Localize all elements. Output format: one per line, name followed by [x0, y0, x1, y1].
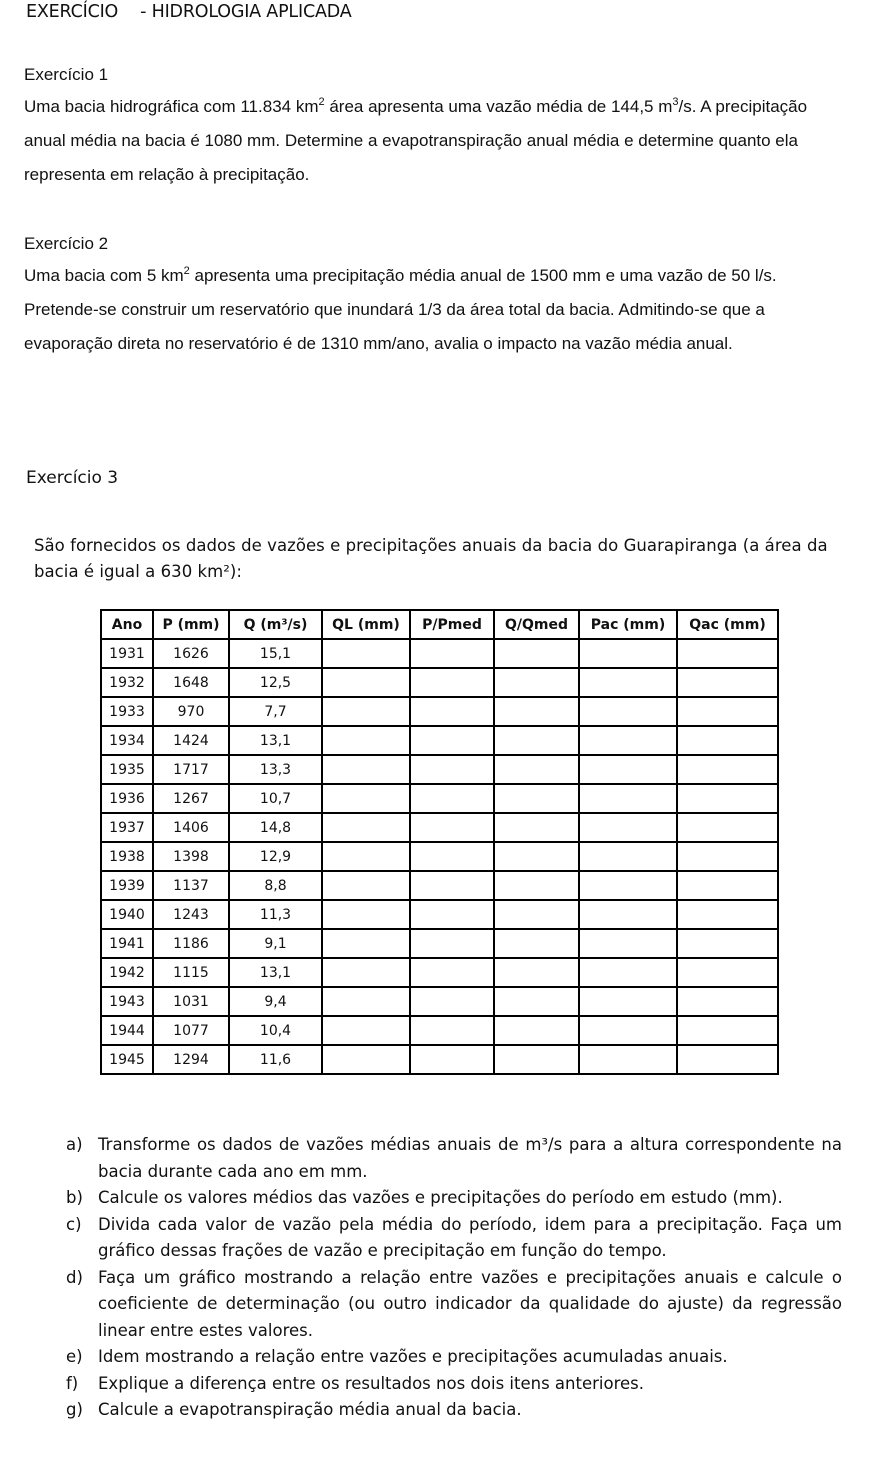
table-cell: 11,3 [229, 900, 322, 929]
task-text: Transforme os dados de vazões médias anuais de m³/s para a altura correspondente na bacia durante cada ano em mm. [98, 1135, 842, 1181]
exercise-2-text-part: apresenta uma precipitação média anual de 1500 mm e uma vazão de 50 l/s. Pretende-se construir um reservatório que inundará 1/3 da área total da bacia. Admitindo-se que a evaporação direta no reservatório é de 1310 mm/ano, avalia o impacto na vazão média anual. [24, 266, 777, 353]
empty-cell [494, 842, 579, 871]
table-body [101, 639, 778, 1074]
empty-cell [579, 668, 677, 697]
empty-cell [494, 668, 579, 697]
table-cell: 10,4 [229, 1016, 322, 1045]
empty-cell [579, 1045, 677, 1074]
empty-cell [322, 842, 410, 871]
empty-cell [322, 900, 410, 929]
empty-cell [494, 784, 579, 813]
table-row [101, 813, 778, 842]
table-row [101, 726, 778, 755]
empty-cell [677, 987, 778, 1016]
table-row [101, 784, 778, 813]
task-label: g) [66, 1400, 83, 1419]
table-cell: 1626 [153, 639, 229, 668]
empty-cell [322, 755, 410, 784]
empty-cell [322, 958, 410, 987]
table-cell: 1424 [153, 726, 229, 755]
empty-cell [579, 813, 677, 842]
empty-cell [677, 813, 778, 842]
table-cell: 1648 [153, 668, 229, 697]
column-header: Qac (mm) [677, 610, 778, 639]
empty-cell [494, 813, 579, 842]
table-row [101, 697, 778, 726]
header-right: - HIDROLOGIA APLICADA [140, 2, 352, 22]
superscript: 2 [183, 265, 190, 277]
column-header: P (mm) [153, 610, 229, 639]
table-row [101, 900, 778, 929]
table-cell: 15,1 [229, 639, 322, 668]
table-cell: 1939 [101, 871, 153, 900]
empty-cell [579, 929, 677, 958]
table-cell: 1932 [101, 668, 153, 697]
empty-cell [677, 1045, 778, 1074]
data-table [100, 609, 779, 1075]
exercise-1-text-part: área apresenta uma vazão média de 144,5 m [324, 97, 673, 116]
empty-cell [410, 842, 494, 871]
empty-cell [494, 726, 579, 755]
exercise-1-text-part: Uma bacia hidrográfica com 11.834 km [24, 97, 319, 116]
empty-cell [677, 871, 778, 900]
table-cell: 970 [153, 697, 229, 726]
table-cell: 1945 [101, 1045, 153, 1074]
task-list [66, 1132, 842, 1424]
exercise-2-text-part: Uma bacia com 5 km [24, 266, 184, 285]
table-cell: 1077 [153, 1016, 229, 1045]
column-header: P/Pmed [410, 610, 494, 639]
table-cell: 1941 [101, 929, 153, 958]
table-cell: 1942 [101, 958, 153, 987]
empty-cell [322, 726, 410, 755]
empty-cell [494, 1016, 579, 1045]
task-item [66, 1397, 842, 1424]
empty-cell [410, 929, 494, 958]
table-cell: 1943 [101, 987, 153, 1016]
empty-cell [579, 871, 677, 900]
table-cell: 9,1 [229, 929, 322, 958]
empty-cell [322, 697, 410, 726]
empty-cell [677, 842, 778, 871]
table-cell: 1137 [153, 871, 229, 900]
table-cell: 10,7 [229, 784, 322, 813]
empty-cell [677, 958, 778, 987]
table-row [101, 929, 778, 958]
table-row [101, 639, 778, 668]
header-left: EXERCÍCIO [26, 2, 119, 22]
table-cell: 1243 [153, 900, 229, 929]
task-item [66, 1265, 842, 1345]
table-cell: 7,7 [229, 697, 322, 726]
empty-cell [410, 784, 494, 813]
task-item [66, 1185, 842, 1212]
task-item [66, 1212, 842, 1265]
empty-cell [410, 1045, 494, 1074]
exercise-3-intro: São fornecidos os dados de vazões e precipitações anuais da bacia do Guarapiranga (a área da bacia é igual a 630 km²): [34, 536, 828, 581]
column-header: Pac (mm) [579, 610, 677, 639]
empty-cell [410, 755, 494, 784]
task-text: Faça um gráfico mostrando a relação entre vazões e precipitações anuais e calcule o coeficiente de determinação (ou outro indicador da qualidade do ajuste) da regressão linear entre estes valores. [98, 1267, 842, 1340]
empty-cell [410, 697, 494, 726]
empty-cell [494, 639, 579, 668]
table-cell: 1115 [153, 958, 229, 987]
empty-cell [677, 784, 778, 813]
table-cell: 11,6 [229, 1045, 322, 1074]
table-row [101, 755, 778, 784]
empty-cell [410, 668, 494, 697]
empty-cell [579, 1016, 677, 1045]
table-cell: 1938 [101, 842, 153, 871]
column-header: Q (m³/s) [229, 610, 322, 639]
empty-cell [410, 958, 494, 987]
column-header: Q/Qmed [494, 610, 579, 639]
table-cell: 14,8 [229, 813, 322, 842]
document-header [26, 2, 351, 22]
empty-cell [494, 697, 579, 726]
exercise-1-text [24, 90, 852, 192]
task-item [66, 1371, 842, 1398]
empty-cell [322, 639, 410, 668]
empty-cell [322, 1016, 410, 1045]
empty-cell [410, 726, 494, 755]
empty-cell [494, 755, 579, 784]
task-text: Calcule os valores médios das vazões e precipitações do período em estudo (mm). [98, 1188, 783, 1207]
task-label: a) [66, 1135, 83, 1154]
empty-cell [677, 755, 778, 784]
empty-cell [579, 900, 677, 929]
empty-cell [494, 1045, 579, 1074]
table-cell: 1940 [101, 900, 153, 929]
exercise-2-title: Exercício 2 [24, 234, 109, 253]
empty-cell [494, 958, 579, 987]
task-item [66, 1344, 842, 1371]
table-row [101, 987, 778, 1016]
superscript: 2 [318, 96, 325, 108]
table-row [101, 871, 778, 900]
task-label: f) [66, 1373, 79, 1393]
table-row [101, 1045, 778, 1074]
table-cell: 1294 [153, 1045, 229, 1074]
empty-cell [322, 987, 410, 1016]
empty-cell [410, 639, 494, 668]
empty-cell [494, 929, 579, 958]
table-cell: 9,4 [229, 987, 322, 1016]
task-text: Idem mostrando a relação entre vazões e precipitações acumuladas anuais. [98, 1347, 728, 1366]
empty-cell [494, 900, 579, 929]
table-row [101, 842, 778, 871]
table-cell: 13,3 [229, 755, 322, 784]
empty-cell [579, 697, 677, 726]
table-cell: 13,1 [229, 726, 322, 755]
superscript: 3 [672, 96, 679, 108]
empty-cell [677, 697, 778, 726]
empty-cell [579, 784, 677, 813]
table-cell: 1937 [101, 813, 153, 842]
column-header: QL (mm) [322, 610, 410, 639]
empty-cell [579, 755, 677, 784]
table-header-row [101, 610, 778, 639]
exercise-3-title: Exercício 3 [26, 468, 119, 488]
column-header: Ano [101, 610, 153, 639]
task-text: Explique a diferença entre os resultados nos dois itens anteriores. [98, 1373, 644, 1393]
empty-cell [579, 958, 677, 987]
empty-cell [579, 639, 677, 668]
empty-cell [494, 987, 579, 1016]
empty-cell [410, 987, 494, 1016]
table-cell: 1935 [101, 755, 153, 784]
empty-cell [322, 813, 410, 842]
empty-cell [579, 726, 677, 755]
empty-cell [677, 726, 778, 755]
empty-cell [677, 929, 778, 958]
empty-cell [322, 784, 410, 813]
table-cell: 1944 [101, 1016, 153, 1045]
empty-cell [322, 1045, 410, 1074]
table-cell: 1934 [101, 726, 153, 755]
empty-cell [410, 1016, 494, 1045]
task-text: Divida cada valor de vazão pela média do período, idem para a precipitação. Faça um gráfico dessas frações de vazão e precipitação em função do tempo. [98, 1214, 842, 1260]
task-text: Calcule a evapotranspiração média anual da bacia. [98, 1400, 522, 1419]
table-cell: 8,8 [229, 871, 322, 900]
table-row [101, 1016, 778, 1045]
task-label: b) [66, 1188, 83, 1207]
empty-cell [410, 871, 494, 900]
empty-cell [322, 668, 410, 697]
task-label: c) [66, 1214, 82, 1234]
exercise-1-text-part: /s. A precipitação anual média na bacia é 1080 mm. Determine a evapotranspiração anual média e determine quanto ela representa em relação à precipitação. [24, 97, 808, 184]
empty-cell [410, 900, 494, 929]
table-cell: 1931 [101, 639, 153, 668]
empty-cell [677, 639, 778, 668]
table-cell: 1031 [153, 987, 229, 1016]
empty-cell [322, 929, 410, 958]
empty-cell [677, 900, 778, 929]
table-cell: 1406 [153, 813, 229, 842]
table-cell: 1267 [153, 784, 229, 813]
table-row [101, 668, 778, 697]
empty-cell [579, 987, 677, 1016]
empty-cell [677, 668, 778, 697]
table-cell: 12,9 [229, 842, 322, 871]
exercise-1-title: Exercício 1 [24, 65, 109, 84]
table-cell: 1398 [153, 842, 229, 871]
table-cell: 1933 [101, 697, 153, 726]
empty-cell [410, 813, 494, 842]
task-item [66, 1132, 842, 1185]
table-cell: 12,5 [229, 668, 322, 697]
table-cell: 1936 [101, 784, 153, 813]
table-cell: 1186 [153, 929, 229, 958]
empty-cell [494, 871, 579, 900]
empty-cell [677, 1016, 778, 1045]
table-cell: 1717 [153, 755, 229, 784]
task-label: d) [66, 1267, 83, 1287]
empty-cell [322, 871, 410, 900]
table-row [101, 958, 778, 987]
table-cell: 13,1 [229, 958, 322, 987]
exercise-2-text [24, 259, 852, 361]
empty-cell [579, 842, 677, 871]
task-label: e) [66, 1347, 83, 1366]
